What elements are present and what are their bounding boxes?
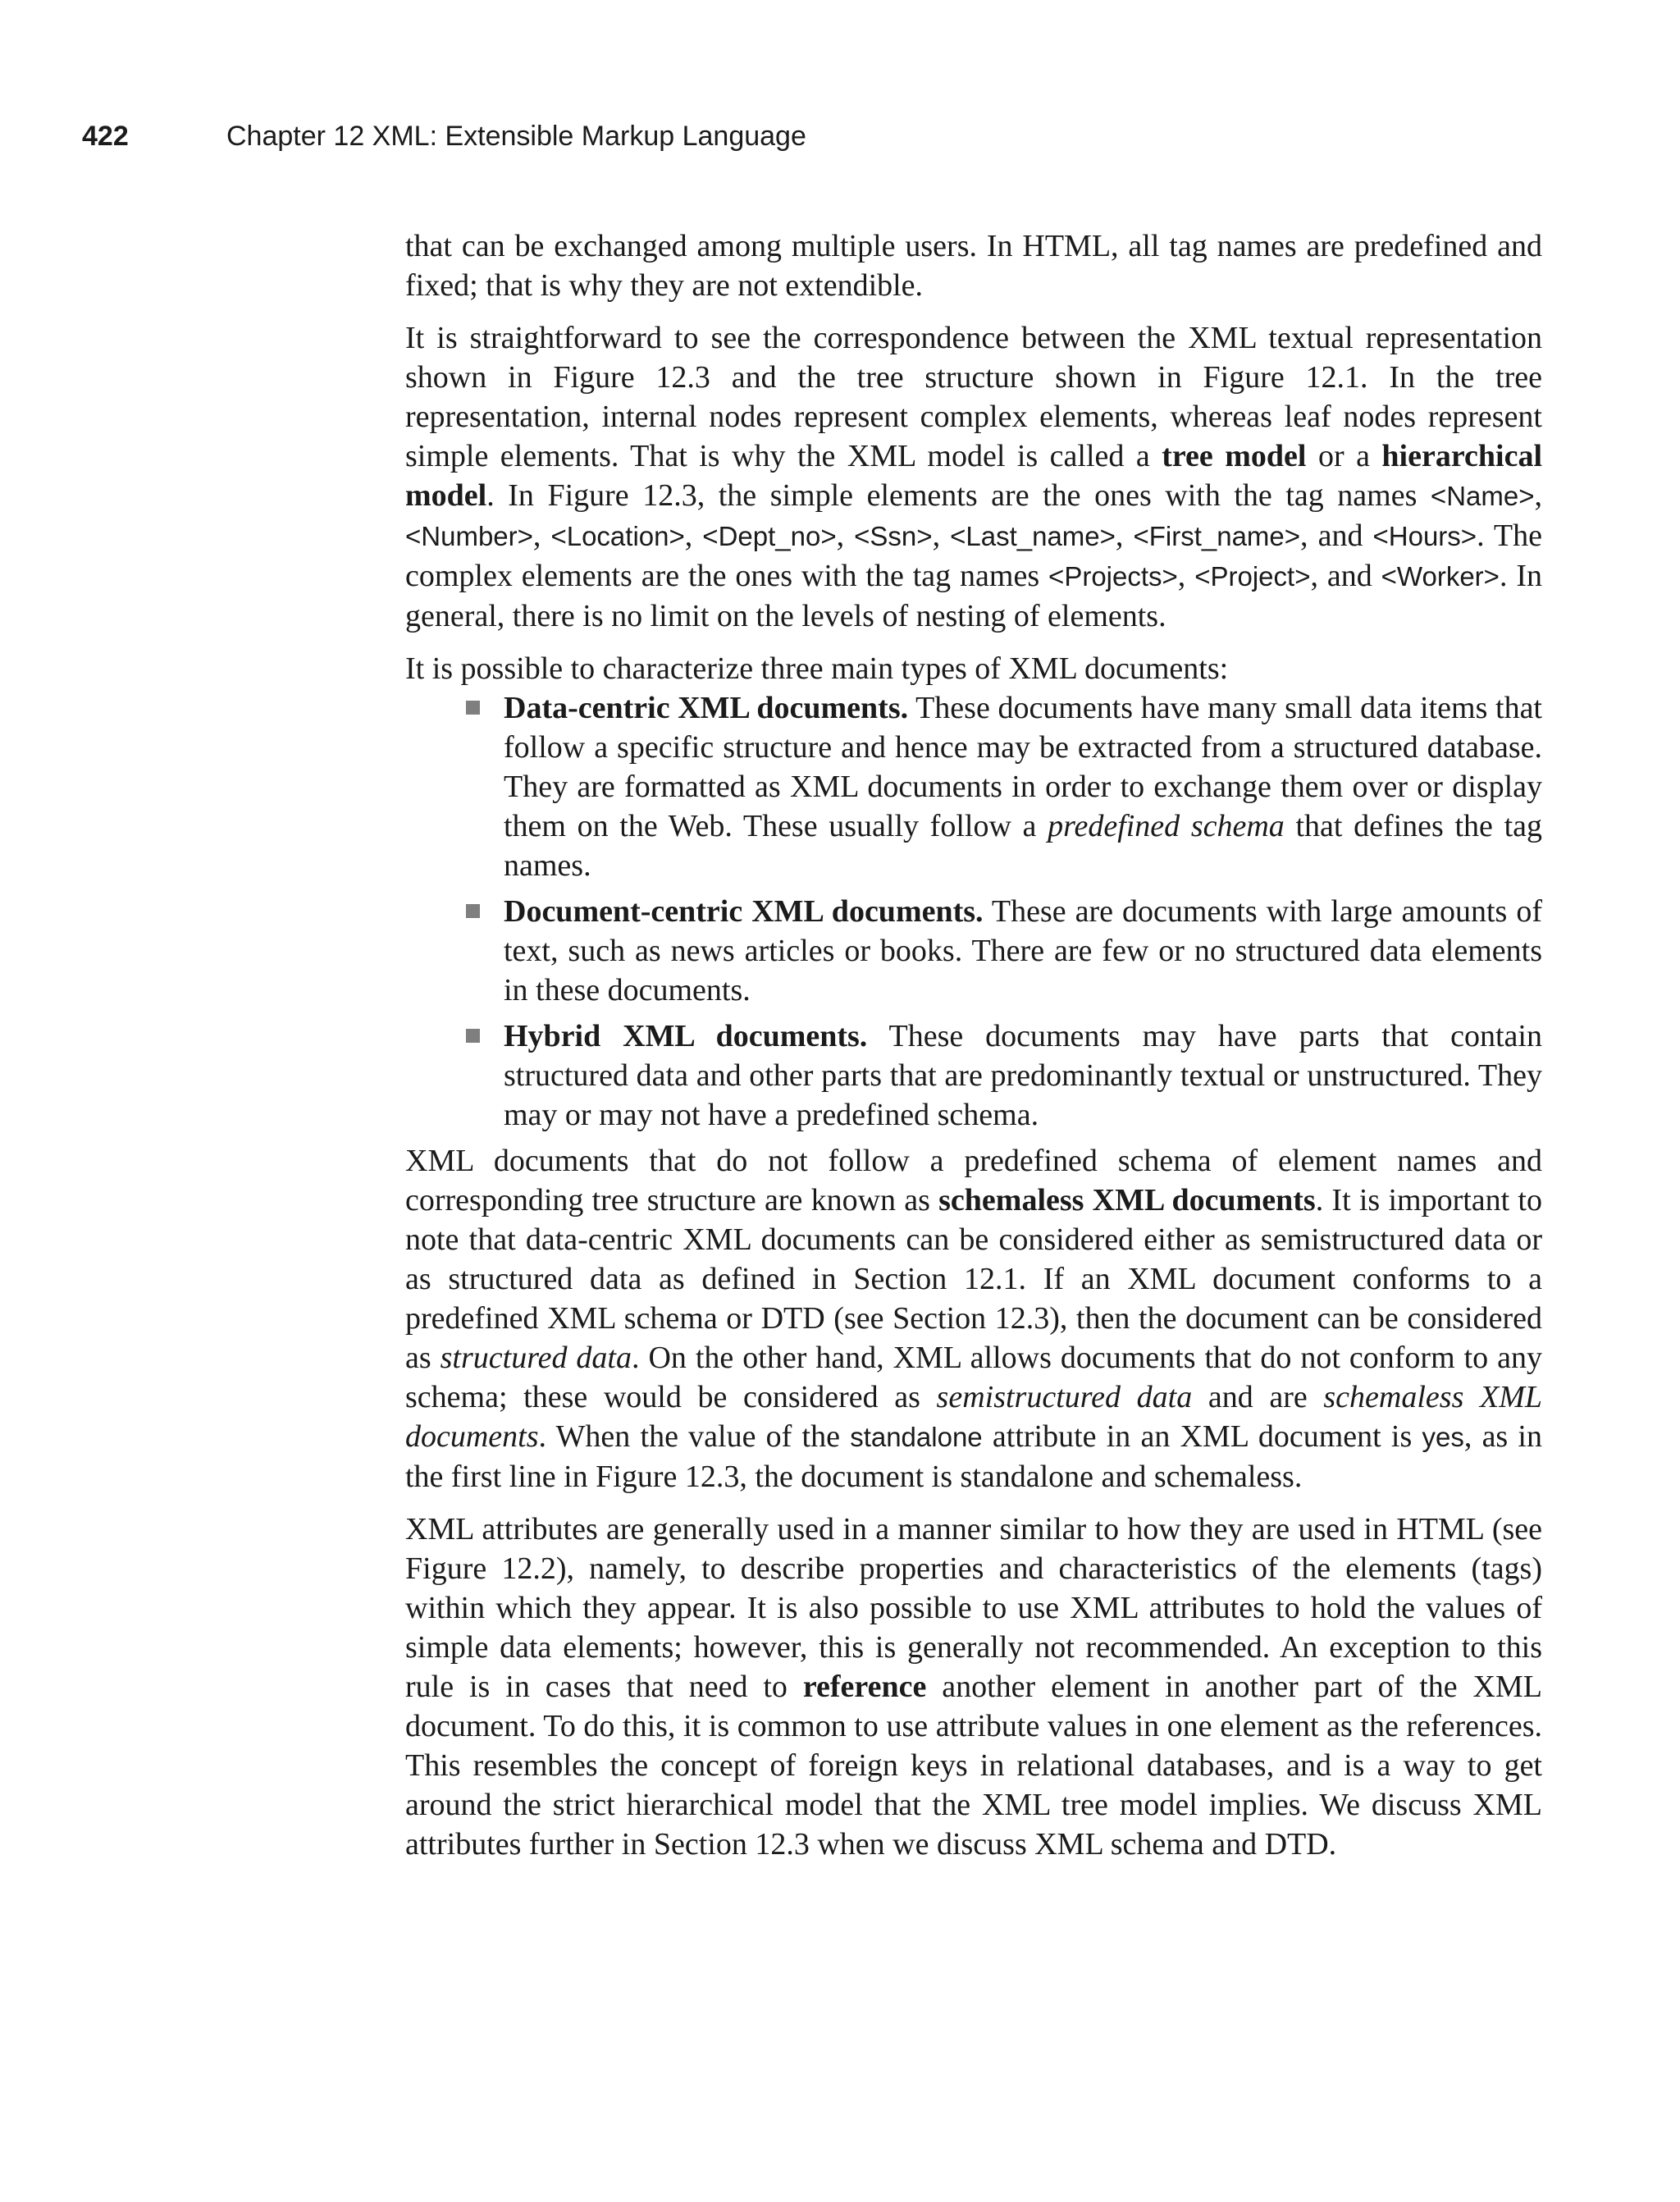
- tag-projects: <Projects>: [1048, 561, 1178, 592]
- p5-text-1: XML attributes are generally used in a manner similar to how they are used in HTML (see Figure 12.2), namely, to describe properties and characteristics of the elements (tags) within which they appear. It is also possible to use XML attributes to hold the values of simple data elements; however, this is generally not recommended. An exception to this rule is in cases that need to: [405, 1512, 1542, 1704]
- paragraph-3: It is possible to characterize three main types of XML documents:: [405, 651, 1229, 686]
- page-header: [82, 116, 1395, 156]
- tag-project: <Project>: [1194, 561, 1311, 592]
- p2-text-3: . In Figure 12.3, the simple elements are the ones with the tag names: [486, 478, 1431, 513]
- paragraph-5: [405, 1510, 1542, 1864]
- p4-text-5: . When the value of the: [538, 1419, 851, 1454]
- tag-last-name: <Last_name>: [950, 521, 1116, 551]
- term-reference: reference: [802, 1670, 927, 1704]
- paragraph-4: [405, 1141, 1542, 1496]
- p4-text-2: . It is important to note that data-centric XML documents can be considered either as semistructured data or as structured data as defined in Section 12.1. If an XML document conforms to a predefined XML schema or DTD (see Section 12.3), then the document can be considered as: [405, 1183, 1542, 1375]
- term-tree-model: tree model: [1162, 439, 1307, 473]
- list-item-title: Data-centric XML documents.: [504, 691, 909, 725]
- p4-text-3: . On the other hand, XML allows documents that do not conform to any schema; these would be considered as: [405, 1341, 1543, 1414]
- p4-text-1: XML documents that do not follow a predefined schema of element names and corresponding tree structure are known as: [405, 1144, 1542, 1217]
- p5-text-2: another element in another part of the XML document. To do this, it is common to use attribute values in one element as the references. This resembles the concept of foreign keys in relational databases, and is a way to get around the strict hierarchical model that the XML tree model implies. We discuss XML attributes further in Section 12.3 when we discuss XML schema and DTD.: [405, 1670, 1542, 1862]
- square-bullet-icon: [466, 1029, 480, 1043]
- running-head: Chapter 12 XML: Extensible Markup Language: [226, 121, 806, 152]
- code-standalone: standalone: [850, 1422, 983, 1452]
- tag-hours: <Hours>: [1372, 521, 1477, 551]
- term-hierarchical-model: hierarchical model: [405, 439, 1543, 513]
- list-item: [504, 1016, 1542, 1135]
- term-structured-data: structured data: [440, 1341, 632, 1375]
- list-item: [504, 688, 1542, 885]
- list-item-title: Hybrid XML documents.: [504, 1019, 868, 1053]
- list-item-text-end: that defines the tag names.: [504, 809, 1542, 883]
- tag-first-name: <First_name>: [1133, 521, 1301, 551]
- code-yes: yes: [1422, 1422, 1464, 1452]
- tag-ssn: <Ssn>: [854, 521, 933, 551]
- list-item-italic: predefined schema: [1048, 809, 1285, 843]
- tag-number: <Number>: [405, 521, 533, 551]
- p2-text-1: It is straightforward to see the correspondence between the XML textual representation shown in Figure 12.3 and the tree structure shown in Figure 12.1. In the tree representation, internal nodes represent complex elements, whereas leaf nodes represent simple elements. That is why the XML model is called a: [405, 321, 1542, 473]
- body-text: [405, 226, 1542, 1877]
- paragraph-2: It is straightforward to see the correspondence between the XML textual representation shown in Figure 12.3 and the tree structure shown in Figure 12.1. In the tree representation, internal nodes represent complex elements, whereas leaf nodes represent simple elements. That is why the XML model is called a tree model or a hierarchical model. In Figure 12.3, the simple elements are the ones with the tag names <Name>, <Number>, <Location>, <Dept_no>, <Ssn>, <Last_name>, <First_name>, and <Hours>. The complex elements are the ones with the tag names <Projects>, <Project>, and <Worker>. In general, there is no limit on the levels of nesting of elements.: [405, 321, 1543, 633]
- page-number: 422: [82, 121, 129, 152]
- term-schemaless-xml-documents-italic: schemaless XML documents: [405, 1380, 1542, 1454]
- tag-name: <Name>: [1430, 481, 1535, 511]
- paragraph-1: that can be exchanged among multiple users. In HTML, all tag names are predefined and fixed; that is why they are not extendible.: [405, 229, 1542, 303]
- list-item-text: These are documents with large amounts of text, such as news articles or books. There are few or no structured data elements in these documents.: [504, 894, 1542, 1007]
- p4-text-4: and are: [1192, 1380, 1324, 1414]
- term-schemaless-xml-documents: schemaless XML documents: [938, 1183, 1316, 1217]
- list-item: [504, 892, 1542, 1010]
- tag-dept-no: <Dept_no>: [702, 521, 837, 551]
- p2-text-5: . In general, there is no limit on the levels of nesting of elements.: [405, 559, 1543, 633]
- p2-text-4: . The complex elements are the ones with the tag names: [405, 519, 1542, 593]
- tag-worker: <Worker>: [1381, 561, 1500, 592]
- document-types-list: [405, 688, 1542, 1135]
- tag-location: <Location>: [550, 521, 685, 551]
- p4-text-7: , as in the first line in Figure 12.3, the document is standalone and schemaless.: [405, 1419, 1542, 1494]
- term-semistructured-data: semistructured data: [936, 1380, 1193, 1414]
- square-bullet-icon: [466, 701, 480, 715]
- list-item-text: These documents may have parts that contain structured data and other parts that are predominantly textual or unstructured. They may or may not have a predefined schema.: [504, 1019, 1542, 1132]
- list-item-title: Document-centric XML documents.: [504, 894, 984, 929]
- list-item-text: These documents have many small data items that follow a specific structure and hence may be extracted from a structured database. They are formatted as XML documents in order to exchange them over or display them on the Web. These usually follow a: [504, 691, 1542, 843]
- p4-text-6: attribute in an XML document is: [982, 1419, 1422, 1454]
- square-bullet-icon: [466, 904, 480, 918]
- p2-text-2: or a: [1306, 439, 1382, 473]
